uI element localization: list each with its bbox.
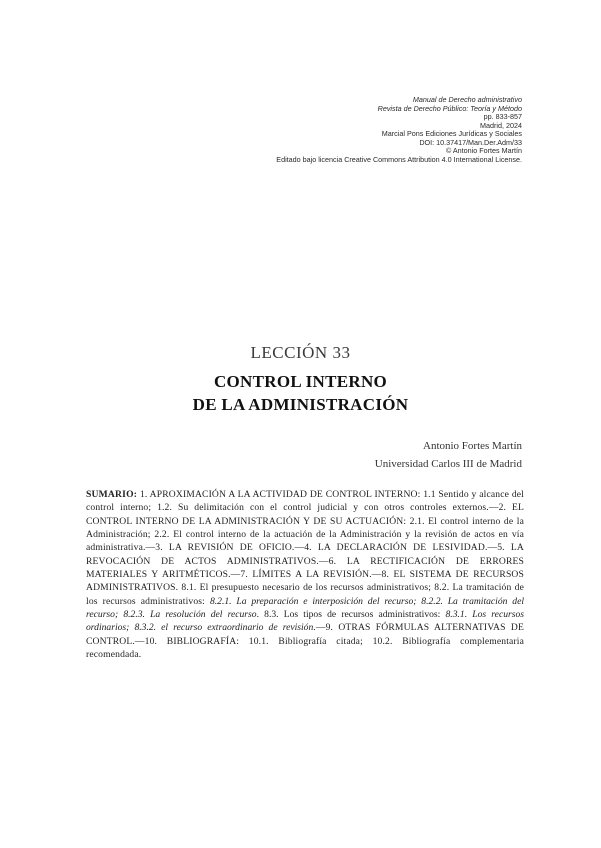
metadata-line: Revista de Derecho Público: Teoría y Método xyxy=(377,103,522,113)
license-line: Editado bajo licencia Creative Commons Attribution 4.0 International License. xyxy=(276,154,522,164)
metadata-line: Manual de Derecho administrativo xyxy=(412,95,522,104)
author-name: Antonio Fortes Martín xyxy=(423,440,522,452)
publication-metadata xyxy=(162,96,522,164)
summary-paragraph xyxy=(86,488,524,661)
author-affiliation: Universidad Carlos III de Madrid xyxy=(374,458,522,470)
author-block xyxy=(375,437,522,473)
metadata-line: Madrid, 2024 xyxy=(480,120,522,130)
lesson-title-line-1: CONTROL INTERNO xyxy=(213,372,388,391)
summary-label: SUMARIO: xyxy=(86,489,138,500)
summary-text-italic: 8.2.1. La preparación e interposición del recurso; 8.2.2. La tramitación del recurso; 8.2.3. La resolución del recurso xyxy=(86,595,524,621)
metadata-line: pp. 833-857 xyxy=(483,112,522,122)
summary-text: . 8.3. Los tipos de recursos administrativos: xyxy=(256,609,446,621)
metadata-line: © Antonio Fortes Martín xyxy=(445,146,522,156)
lesson-number: LECCIÓN 33 xyxy=(250,343,351,362)
lesson-title xyxy=(0,370,601,416)
metadata-line: DOI: 10.37417/Man.Der.Adm/33 xyxy=(419,137,522,147)
summary-text: .—9. OTRAS FÓRMULAS ALTERNATIVAS DE CONTROL.—10. BIBLIOGRAFÍA: 10.1. Bibliografía citada; 10.2. Bibliografía complementaria recomendada. xyxy=(86,622,524,661)
lesson-title-line-2: DE LA ADMINISTRACIÓN xyxy=(192,395,409,414)
summary-text-italic: 8.3.1. Los recursos ordinarios; 8.3.2. el recurso extraordinario de revisión xyxy=(86,609,524,634)
summary-text: 1. APROXIMACIÓN A LA ACTIVIDAD DE CONTROL INTERNO: 1.1 Sentido y alcance del control interno; 1.2. Su delimitación con el control judicial y con otros controles externos.—2. EL CONTROL INTERNO DE LA ADMINISTRACIÓN Y DE SU ACTUACIÓN: 2.1. El control interno de la Administración; 2.2. El control interno de la actuación de la Administración y la revisión de actos en vía administrativa.—3. LA REVISIÓN DE OFICIO.—4. LA DECLARACIÓN DE LESIVIDAD.—5. LA REVOCACIÓN DE ACTOS ADMINISTRATIVOS.—6. LA RECTIFICACIÓN DE ERRORES MATERIALES Y ARITMÉTICOS.—7. LÍMITES A LA REVISIÓN.—8. EL SISTEMA DE RECURSOS ADMINISTRATIVOS. 8.1. El presupuesto necesario de los recursos administrativos; 8.2. La tramitación de los recursos administrativos: xyxy=(86,489,524,607)
metadata-line: Marcial Pons Ediciones Jurídicas y Sociales xyxy=(381,129,522,139)
